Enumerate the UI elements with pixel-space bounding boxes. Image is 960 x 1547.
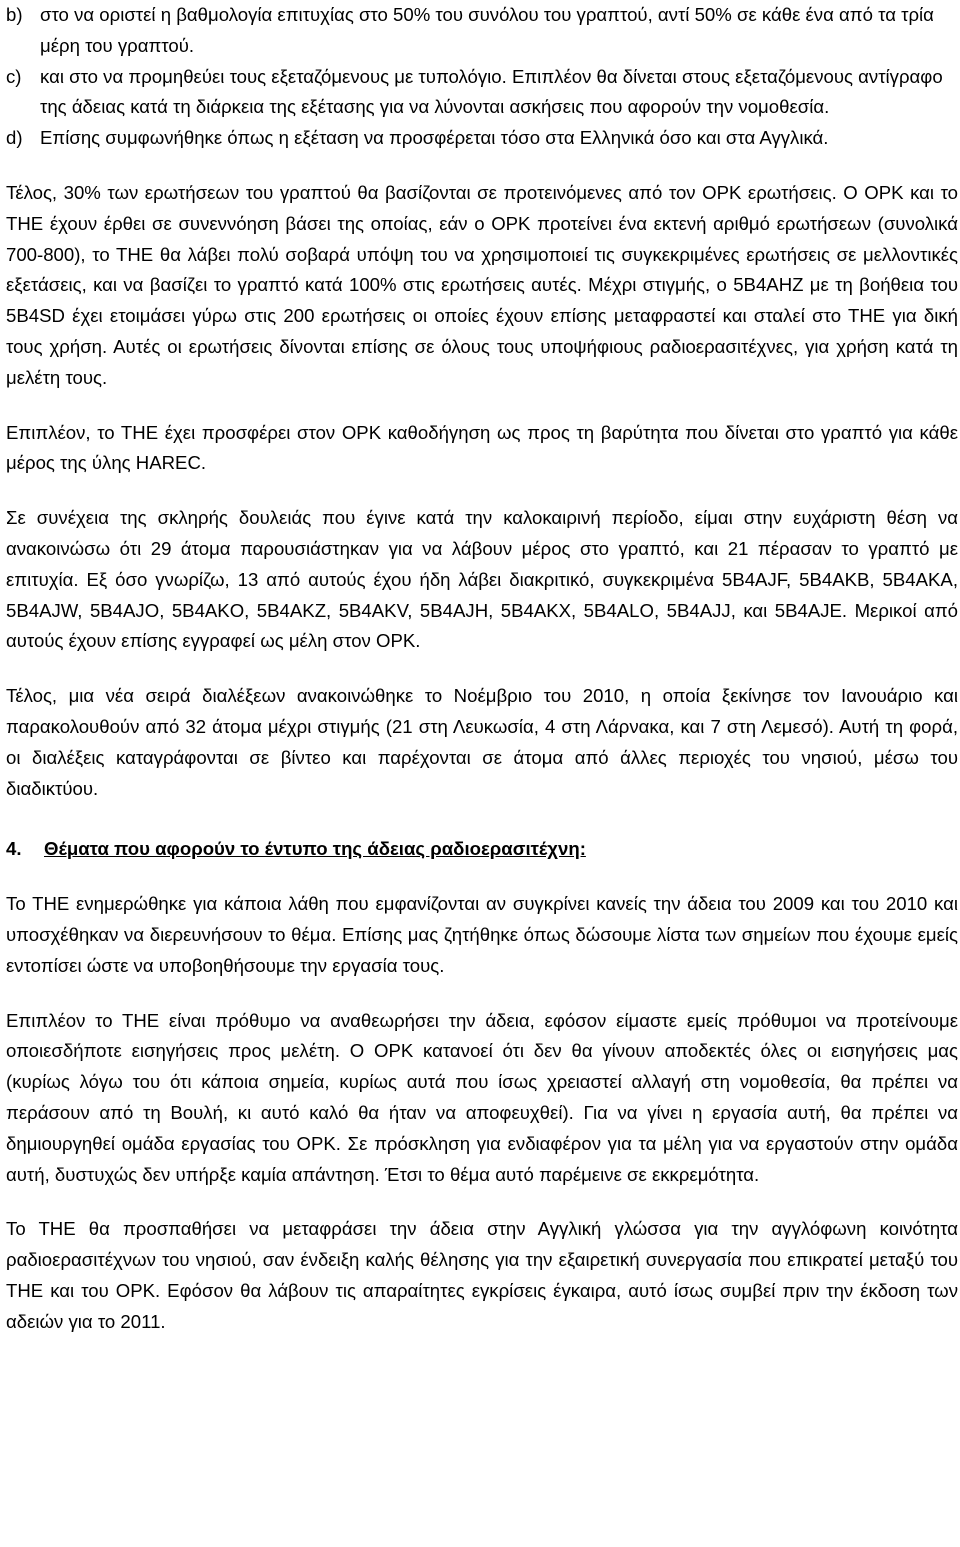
paragraph-exam-results: Σε συνέχεια της σκληρής δουλειάς που έγινε κατά την καλοκαιρινή περίοδο, είμαι στην ευχάριστη θέση να ανακοινώσω ότι 29 άτομα παρουσιάστηκαν για να λάβουν μέρος στο γραπτό, και 21 πέρασαν το γραπτό με επιτυχία. Εξ όσο γνωρίζω, 13 από αυτούς έχου ήδη λάβει διακριτικό, συγκεκριμένα 5B4AJF, 5B4AKB, 5B4AKA, 5B4AJW, 5B4AJO, 5B4AKO, 5B4AKZ, 5B4AKV, 5B4AJH, 5B4AKX, 5B4ALO, 5B4AJJ, και 5B4AJE. Μερικοί από αυτούς έχουν επίσης εγγραφεί ως μέλη στον ΟΡΚ. xyxy=(6,507,958,652)
paragraph-lecture-series: Τέλος, μια νέα σειρά διαλέξεων ανακοινώθηκε το Νοέμβριο του 2010, η οποία ξεκίνησε τον Ιανουάριο και παρακολουθούν από 32 άτομα μέχρι στιγμής (21 στη Λευκωσία, 4 στη Λάρνακα, και 7 στη Λεμεσό). Αυτή τη φορά, οι διαλέξεις καταγράφονται σε βίντεο και παρέχονται σε άτομα από άλλες περιοχές του νησιού, μέσω του διαδικτύου. xyxy=(6,685,958,799)
list-item-b xyxy=(6,0,958,62)
paragraph-license-translation: Το ΤΗΕ θα προσπαθήσει να μεταφράσει την άδεια στην Αγγλική γλώσσα για την αγγλόφωνη κοινότητα ραδιοερασιτέχνων του νησιού, σαν ένδειξη καλής θέλησης για την εξαιρετική συνεργασία που επικρατεί μεταξύ του ΤΗΕ και του ΟΡΚ. Εφόσον θα λάβουν τις απαραίτητες εγκρίσεις έγκαιρα, αυτό ίσως συμβεί πριν την έκδοση των αδειών για το 2011. xyxy=(6,1218,958,1332)
list-marker: b) xyxy=(6,4,23,25)
list-text: Επίσης συμφωνήθηκε όπως η εξέταση να προσφέρεται τόσο στα Ελληνικά όσο και στα Αγγλικά. xyxy=(40,127,829,149)
paragraph-license-errors: Το ΤΗΕ ενημερώθηκε για κάποια λάθη που εμφανίζονται αν συγκρίνει κανείς την άδεια του 2009 και του 2010 και υποσχέθηκαν να διερευνήσουν το θέμα. Επίσης μας ζητήθηκε όπως δώσουμε λίστα των σημείων που έχουμε εμείς εντοπίσει ώστε να υποβοηθήσουμε την εργασία τους. xyxy=(6,893,958,976)
list-text: και στο να προμηθεύει τους εξεταζόμενους με τυπολόγιο. Επιπλέον θα δίνεται στους εξεταζόμενους αντίγραφο της άδειας κατά τη διάρκεια της εξέτασης για να λύνονται ασκήσεις που αφορούν την νομοθεσία. xyxy=(40,65,943,118)
paragraph-harec-guidance: Επιπλέον, το ΤΗΕ έχει προσφέρει στον ΟΡΚ καθοδήγηση ως προς τη βαρύτητα που δίνεται στο γραπτό για κάθε μέρος της ύλης HAREC. xyxy=(6,421,958,474)
section-number: 4. xyxy=(6,838,22,860)
list-marker: c) xyxy=(6,65,22,87)
paragraph-exam-questions: Τέλος, 30% των ερωτήσεων του γραπτού θα βασίζονται σε προτεινόμενες από τον ΟΡΚ ερωτήσεις. Ο ΟΡΚ και το ΤΗΕ έχουν έρθει σε συνεννόηση βάσει της οποίας, εάν ο ΟΡΚ προτείνει ένα εκτενή αριθμό ερωτήσεων (συνολικά 700-800), το ΤΗΕ θα λάβει πολύ σοβαρά υπόψη του να χρησιμοποιεί τις συγκεκριμένες ερωτήσεις σε μελλοντικές εξετάσεις, και να βασίζει το γραπτό κατά 100% στις ερωτήσεις αυτές. Μέχρι στιγμής, ο 5B4AHZ με τη βοήθεια του 5B4SD έχει ετοιμάσει γύρω στις 200 ερωτήσεις οι οποίες έχουν επίσης μεταφραστεί και σταλεί στο ΤΗΕ για δική τους χρήση. Αυτές οι ερωτήσεις δίνονται επίσης σε όλους τους υποψήφιους ραδιοερασιτέχνες, για χρήση κατά τη μελέτη τους. xyxy=(6,181,958,388)
list-item-d xyxy=(6,123,958,154)
list-item-c xyxy=(6,62,958,124)
list-text: στο να οριστεί η βαθμολογία επιτυχίας στο 50% του συνόλου του γραπτού, αντί 50% σε κάθε ένα από τα τρία μέρη του γραπτού. xyxy=(40,4,934,56)
section-heading xyxy=(6,834,958,865)
paragraph-license-revision: Επιπλέον το ΤΗΕ είναι πρόθυμο να αναθεωρήσει την άδεια, εφόσον είμαστε εμείς πρόθυμοι να προτείνουμε οποιεσδήποτε εισηγήσεις προς μελέτη. Ο ΟΡΚ κατανοεί ότι δεν θα γίνουν αποδεκτές όλες οι εισηγήσεις μας (κυρίως λόγω του ότι κάποια σημεία, κυρίως αυτά που ίσως χρειαστεί αλλαγή στη νομοθεσία, θα πρέπει να περάσουν από τη Βουλή, κι αυτό καλό θα ήταν να αποφευχθεί). Για να γίνει η εργασία αυτή, θα πρέπει να δημιουργηθεί ομάδα εργασίας του ΟΡΚ. Σε πρόσκληση για ενδιαφέρον για τα μέλη για να εργαστούν στην ομάδα αυτή, δυστυχώς δεν υπήρξε καμία απάντηση. Έτσι το θέμα αυτό παρέμεινε σε εκκρεμότητα. xyxy=(6,1009,958,1185)
section-title: Θέματα που αφορούν το έντυπο της άδειας ραδιοερασιτέχνη: xyxy=(44,838,586,860)
list-marker: d) xyxy=(6,127,23,149)
